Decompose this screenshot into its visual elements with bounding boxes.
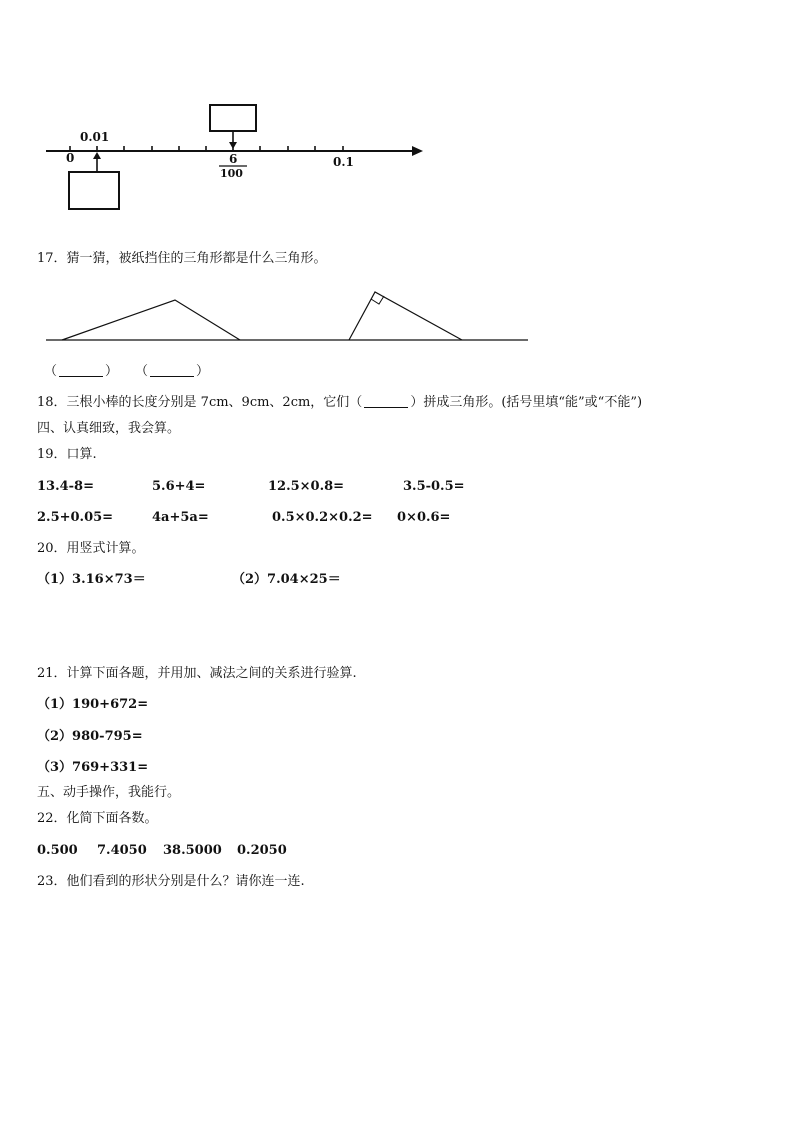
q18-text bbox=[37, 395, 642, 411]
label-0-01: 0.01 bbox=[80, 130, 110, 144]
triangles-figure bbox=[40, 285, 540, 350]
q21-title: 21．计算下面各题，并用加、减法之间的关系进行验算. bbox=[37, 666, 357, 681]
q19-item: 0.5×0.2×0.2= bbox=[272, 510, 373, 525]
q20-title: 20．用竖式计算。 bbox=[37, 541, 145, 556]
blank-line bbox=[150, 364, 194, 377]
q22-number: 7.4050 bbox=[97, 843, 147, 858]
q18-blank[interactable] bbox=[364, 395, 408, 408]
q19-item: 3.5-0.5= bbox=[403, 479, 465, 494]
q18-text-before: 18．三根小棒的长度分别是 7cm、9cm、2cm，它们（ bbox=[37, 395, 363, 410]
q21-item-2: （2）980-795= bbox=[37, 729, 143, 744]
right-triangle-sides bbox=[349, 292, 462, 340]
q20-item-2: （2）7.04×25＝ bbox=[232, 572, 341, 587]
number-line-arrowhead bbox=[412, 146, 423, 156]
q19-item: 5.6+4= bbox=[152, 479, 206, 494]
q19-item: 2.5+0.05= bbox=[37, 510, 114, 525]
q22-number: 0.2050 bbox=[237, 843, 287, 858]
arrow-down-icon bbox=[229, 142, 237, 149]
q19-item: 12.5×0.8= bbox=[268, 479, 345, 494]
number-line-figure bbox=[40, 100, 440, 215]
blank-line bbox=[59, 364, 103, 377]
fraction-denominator: 100 bbox=[220, 167, 243, 180]
q19-title: 19．口算. bbox=[37, 447, 97, 462]
answer-box-top[interactable] bbox=[210, 105, 256, 131]
paren-close: ） bbox=[105, 364, 119, 379]
q17-answer-2[interactable] bbox=[135, 364, 209, 380]
section4-title: 四、认真细致，我会算。 bbox=[37, 421, 181, 436]
right-angle-mark-icon bbox=[371, 296, 384, 304]
paren-open: （ bbox=[135, 364, 149, 379]
obtuse-triangle-sides bbox=[62, 300, 240, 340]
q22-title: 22．化简下面各数。 bbox=[37, 811, 158, 826]
q22-number: 38.5000 bbox=[163, 843, 222, 858]
q18-text-after: ）拼成三角形。(括号里填“能”或“不能”) bbox=[410, 395, 643, 410]
arrow-up-icon bbox=[93, 152, 101, 159]
paren-close: ） bbox=[196, 364, 210, 379]
q23-title: 23．他们看到的形状分别是什么？请你连一连. bbox=[37, 874, 305, 889]
q21-item-3: （3）769+331= bbox=[37, 760, 149, 775]
fraction-numerator: 6 bbox=[229, 152, 238, 166]
q17-title: 17．猜一猜，被纸挡住的三角形都是什么三角形。 bbox=[37, 251, 327, 266]
q21-item-1: （1）190+672= bbox=[37, 697, 149, 712]
q20-item-1: （1）3.16×73＝ bbox=[37, 572, 146, 587]
answer-box-bottom[interactable] bbox=[69, 172, 119, 209]
q19-item: 13.4-8= bbox=[37, 479, 94, 494]
section5-title: 五、动手操作，我能行。 bbox=[37, 785, 181, 800]
q22-number: 0.500 bbox=[37, 843, 78, 858]
q17-answer-1[interactable] bbox=[44, 364, 118, 380]
paren-open: （ bbox=[44, 364, 58, 379]
q19-item: 0×0.6= bbox=[397, 510, 451, 525]
label-0-1: 0.1 bbox=[333, 155, 354, 169]
q19-item: 4a+5a= bbox=[152, 510, 209, 525]
label-zero: 0 bbox=[66, 151, 75, 165]
